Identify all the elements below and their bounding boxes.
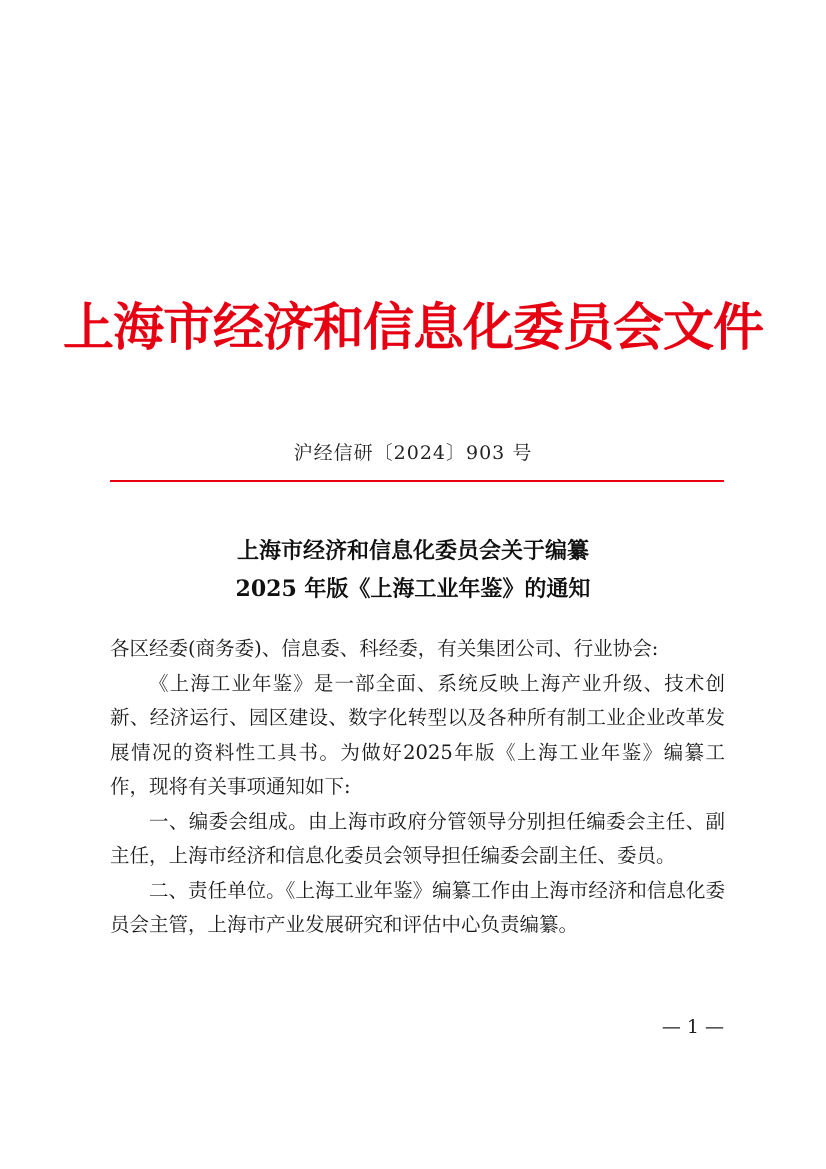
body-paragraph-responsible-unit: 二、责任单位。《上海工业年鉴》编纂工作由上海市经济和信息化委员会主管，上海市产业发展研究和评估中心负责编纂。: [110, 878, 725, 936]
document-title: [0, 532, 826, 608]
page-number: — 1 —: [661, 1016, 724, 1038]
title-line-2: 2025 年版《上海工业年鉴》的通知: [235, 576, 591, 602]
addressee-line: 各区经委(商务委)、信息委、科经委，有关集团公司、行业协会:: [110, 637, 659, 660]
document-masthead: 上海市经济和信息化委员会文件: [62, 298, 763, 358]
body-paragraph-intro: 《上海工业年鉴》是一部全面、系统反映上海产业升级、技术创新、经济运行、园区建设、数字化转型以及各种所有制工业企业改革发展情况的资料性工具书。为做好2025年版《上海工业年鉴》编纂工作，现将有关事项通知如下:: [110, 671, 725, 798]
red-separator-line: [110, 480, 724, 482]
title-line-1: 上海市经济和信息化委员会关于编纂: [236, 538, 589, 564]
body-paragraph-editorial-committee: 一、编委会组成。由上海市政府分管领导分别担任编委会主任、副主任，上海市经济和信息化委员会领导担任编委会副主任、委员。: [110, 809, 725, 867]
document-body: [110, 632, 725, 943]
document-number: 沪经信研〔2024〕903 号: [293, 442, 533, 464]
